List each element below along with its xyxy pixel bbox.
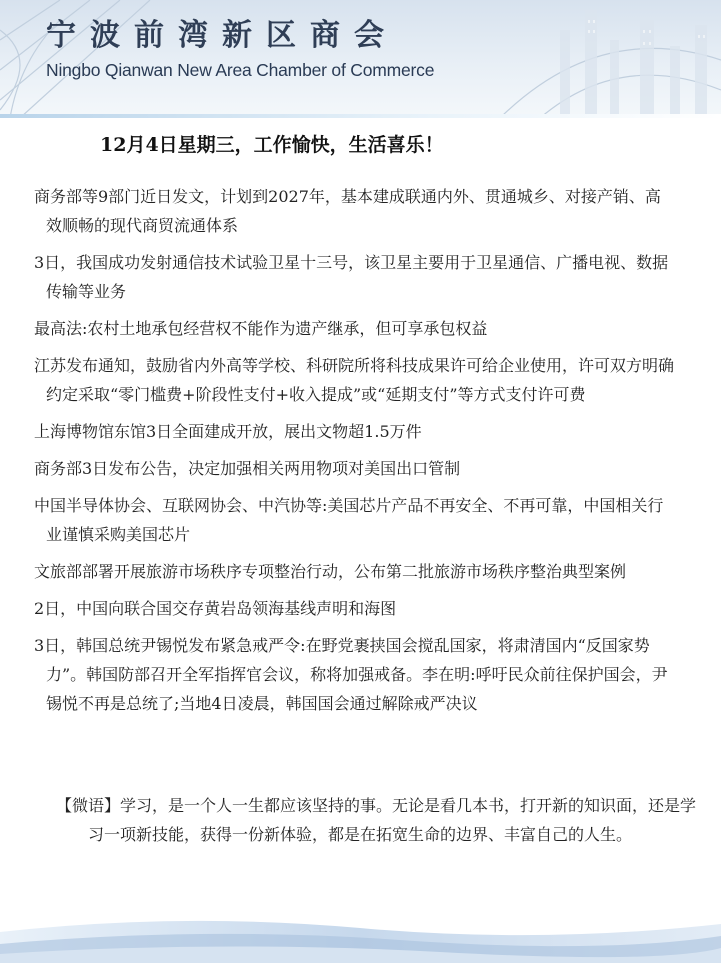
news-item-text: 3日，我国成功发射通信技术试验卫星十三号，该卫星主要用于卫星通信、广播电视、数据传输等业务	[34, 253, 669, 301]
news-list	[34, 182, 676, 726]
news-item	[34, 491, 676, 549]
header-divider	[0, 114, 721, 118]
header-banner	[0, 0, 721, 118]
news-item-text: 最高法:农村土地承包经营权不能作为遗产继承，但可享承包权益	[34, 319, 488, 338]
news-item-text: 文旅部部署开展旅游市场秩序专项整治行动，公布第二批旅游市场秩序整治典型案例	[34, 562, 627, 581]
news-item	[34, 248, 676, 306]
daily-quote	[56, 791, 708, 849]
news-item-text: 商务部3日发布公告，决定加强相关两用物项对美国出口管制	[34, 459, 461, 478]
news-item-text: 中国半导体协会、互联网协会、中汽协等:美国芯片产品不再安全、不再可靠，中国相关行业谨慎采购美国芯片	[34, 496, 664, 544]
footer-wave	[0, 910, 721, 963]
news-item	[34, 631, 676, 718]
date-greeting-headline: 12月4日星期三，工作愉快，生活喜乐！	[100, 134, 444, 156]
news-item	[34, 182, 676, 240]
news-item-text: 商务部等9部门近日发文，计划到2027年，基本建成联通内外、贯通城乡、对接产销、高效顺畅的现代商贸流通体系	[34, 187, 661, 235]
news-item	[34, 351, 676, 409]
news-item	[34, 417, 676, 446]
daily-quote-text: 学习，是一个人一生都应该坚持的事。无论是看几本书，打开新的知识面，还是学习一项新技能，获得一份新体验，都是在拓宽生命的边界、丰富自己的人生。	[88, 796, 697, 844]
news-item	[34, 557, 676, 586]
news-item	[34, 314, 676, 343]
news-item	[34, 594, 676, 623]
wave-decoration	[0, 910, 721, 963]
chamber-title-english: Ningbo Qianwan New Area Chamber of Commerce	[46, 60, 435, 80]
news-item	[34, 454, 676, 483]
news-item-text: 江苏发布通知，鼓励省内外高等学校、科研院所将科技成果许可给企业使用，许可双方明确约定采取“零门槛费+阶段性支付+收入提成”或“延期支付”等方式支付许可费	[34, 356, 675, 404]
news-item-text: 2日，中国向联合国交存黄岩岛领海基线声明和海图	[34, 599, 397, 618]
news-item-text: 3日，韩国总统尹锡悦发布紧急戒严令:在野党裹挟国会搅乱国家，将肃清国内“反国家势力”。韩国防部召开全军指挥官会议，称将加强戒备。李在明:呼吁民众前往保护国会，尹锡悦不再是总统了;当地4日凌晨，韩国国会通过解除戒严决议	[34, 636, 668, 713]
news-item-text: 上海博物馆东馆3日全面建成开放，展出文物超1.5万件	[34, 422, 422, 441]
daily-quote-label: 【微语】	[56, 796, 121, 815]
chamber-title-chinese: 宁波前湾新区商会	[46, 18, 398, 53]
